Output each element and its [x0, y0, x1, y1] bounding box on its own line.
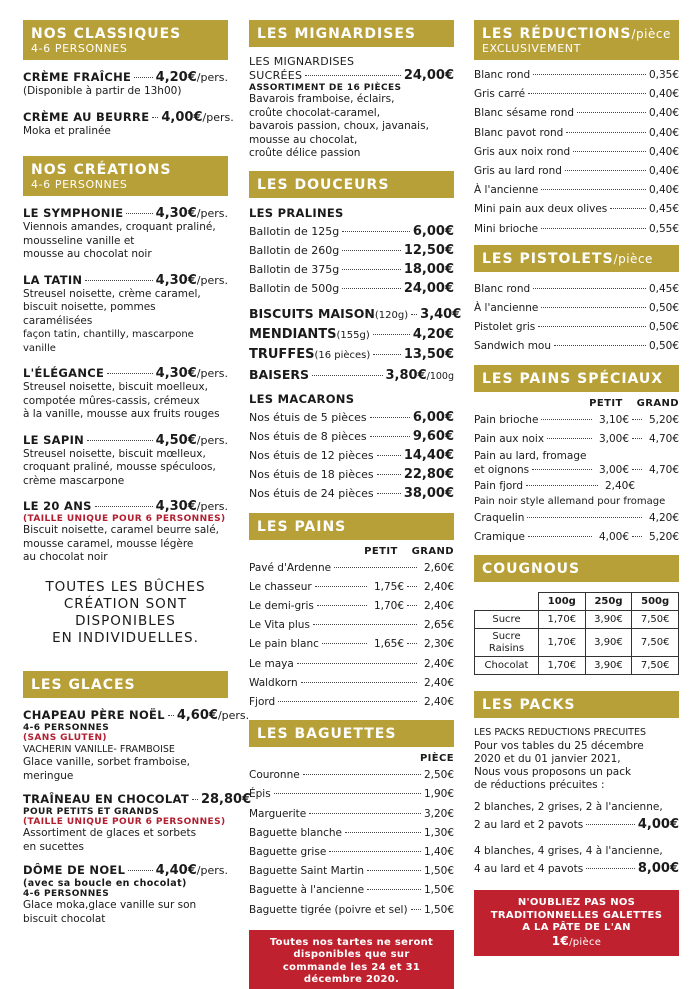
item-price: 2,50€ [423, 769, 454, 782]
list-item: Ballotin de 375g 18,00€ [249, 261, 454, 277]
list-item: Ballotin de 260g 12,50€ [249, 242, 454, 258]
item-desc: Streusel noisette, crème caramel, [23, 287, 201, 300]
item-unit: /pers. [196, 500, 228, 513]
item-price: 1,50€ [423, 865, 454, 878]
item-desc: Streusel noisette, biscuit mœlleux, [23, 447, 206, 460]
item-name: Waldkorn [249, 676, 298, 689]
item-name: TRAÎNEAU EN CHOCOLAT [23, 792, 189, 806]
item-unit: /pers. [196, 273, 228, 287]
packs-title: LES PACKS [482, 697, 576, 714]
item-unit: /pers. [196, 864, 228, 877]
item-name: LE SYMPHONIE [23, 206, 124, 220]
table-row [475, 611, 679, 629]
item-name: Pistolet gris [474, 321, 536, 334]
list-item [249, 597, 454, 616]
table-cell: 3,90€ [585, 611, 632, 629]
item-price-petit: 1,65€ [373, 638, 404, 651]
item-name: LA TATIN [23, 272, 83, 287]
pains-header [249, 513, 454, 540]
item-price: 0,45€ [648, 282, 679, 295]
list-item: TRUFFES (16 pièces) 13,50€ [249, 346, 454, 362]
item-desc: Streusel noisette, biscuit moelleux, [23, 381, 208, 393]
table-cell: Sucre Raisins [475, 629, 539, 657]
speciaux-header [474, 365, 679, 392]
item-name: À l'ancienne [474, 184, 539, 197]
item-price: 4,30€ [155, 366, 197, 381]
list-item: Ballotin de 125g 6,00€ [249, 223, 454, 239]
item-price: 0,40€ [648, 165, 679, 178]
item-price: 0,40€ [648, 184, 679, 197]
list-item: Nos étuis de 12 pièces 14,40€ [249, 447, 454, 463]
table-cell: 7,50€ [632, 657, 679, 675]
item-desc: au chocolat noir [23, 551, 108, 563]
pistolets-title: LES PISTOLETS [482, 250, 614, 267]
item-desc: mousseline vanille et [23, 234, 135, 247]
item-price: 1,40€ [423, 845, 454, 858]
glaces-title: LES GLACES [31, 676, 136, 693]
list-item: Craquelin 4,20€ [474, 512, 679, 525]
item-desc: Assortiment de glaces et sorbets [23, 827, 197, 839]
item-name: Le pain blanc [249, 638, 319, 651]
column-right [474, 20, 679, 956]
list-item: Pain aux noix 3,00€ 4,70€ [474, 432, 679, 445]
cougnous-table [474, 592, 679, 675]
item-desc: meringue [23, 769, 74, 782]
list-item [474, 280, 679, 299]
table-cell: 1,70€ [539, 611, 586, 629]
list-item: et oignons 3,00€ 4,70€ [474, 464, 679, 477]
item-sub: ASSORTIMENT DE 16 PIÈCES [249, 83, 402, 93]
item-desc: biscuit chocolat [23, 912, 106, 925]
packs-header [474, 691, 679, 718]
item-name: Baguette Saint Martin [249, 865, 365, 878]
item-price-grand: 2,40€ [423, 657, 454, 670]
list-item: Nos étuis de 8 pièces 9,60€ [249, 428, 454, 444]
list-item: Pain au lard, fromage [474, 450, 587, 463]
item-desc: mousse au chocolat noir [23, 248, 152, 260]
macarons-title: LES MACARONS [249, 391, 355, 406]
table-row [475, 629, 679, 657]
list-item: Pain noir style allemand pour fromage [474, 496, 666, 508]
item-name: LE 20 ANS [23, 499, 92, 513]
buches-notice: TOUTES LES BÛCHES CRÉATION SONT DISPONIBLES EN INDIVIDUELLES. [45, 578, 206, 646]
menu-item [23, 863, 228, 926]
list-item: Nos étuis de 5 pièces 6,00€ [249, 409, 454, 425]
item-note: (TAILLE UNIQUE POUR 6 PERSONNES) [23, 817, 226, 827]
list-item [249, 766, 454, 785]
item-price: 0,50€ [648, 321, 679, 334]
cougnous-title: COUGNOUS [482, 561, 581, 578]
item-name: Le Vita plus [249, 619, 310, 632]
table-cell: 3,90€ [585, 629, 632, 657]
table-row [475, 657, 679, 675]
item-price: 0,45€ [648, 203, 679, 216]
item-price-grand: 2,40€ [423, 580, 454, 593]
item-name: CRÈME AU BEURRE [23, 109, 150, 124]
list-item [474, 337, 679, 356]
list-item [249, 843, 454, 862]
item-desc: Moka et pralinée [23, 124, 111, 137]
menu-item: LES MIGNARDISES SUCRÉES 24,00€ ASSORTIMENT DE 16 PIÈCES Bavarois framboise, éclairs, croûte chocolat-caramel, bavarois passion, choux, javanais, mousse au chocolat, croûte délice passion [249, 55, 454, 159]
reductions-subtitle: EXCLUSIVEMENT [482, 42, 581, 55]
item-name: Gris au lard rond [474, 165, 562, 178]
pralines-title: LES PRALINES [249, 205, 344, 220]
speciaux-columns: PETIT GRAND [589, 397, 679, 409]
item-price: 4,00€ [161, 109, 203, 125]
table-cell: 1,70€ [539, 629, 586, 657]
list-item [474, 66, 679, 85]
list-item: MENDIANTS (155g) 4,20€ [249, 326, 454, 342]
item-unit: /pers. [196, 367, 228, 380]
pack-1-price: 4,00€ [637, 817, 679, 833]
item-price-grand: 2,60€ [423, 561, 454, 574]
mignardises-header [249, 20, 454, 47]
list-item: Cramique 4,00€ 5,20€ [474, 531, 679, 544]
menu-item [23, 206, 228, 262]
packs-content: LES PACKS REDUCTIONS PRECUITES Pour vos tables du 25 décembre 2020 et du 01 janvier 2021, Nous vous proposons un pack de réductions précuites : 2 blanches, 2 grises, 2 à l'ancienne, 2 au lard et 2 pavots 4,00€ 4 blanches, 4 grises, 4 à l'ancienne, 4 au lard et 4 pavots 8,00€ [474, 727, 679, 877]
item-price: 4,20€ [155, 70, 197, 85]
item-name: Baguette grise [249, 845, 327, 858]
classiques-subtitle: 4-6 PERSONNES [31, 42, 128, 55]
item-price-grand: 2,40€ [423, 695, 454, 708]
menu-item [23, 792, 252, 854]
item-price: 4,40€ [155, 863, 197, 878]
list-item [249, 635, 454, 654]
menu-item [23, 273, 228, 356]
baguettes-list [249, 766, 454, 920]
item-unit: /pers. [217, 708, 250, 722]
list-item: Nos étuis de 18 pièces 22,80€ [249, 466, 454, 482]
item-name: LE SAPIN [23, 432, 85, 447]
item-price: 0,40€ [648, 145, 679, 158]
list-item [249, 693, 454, 712]
table-header-row [475, 593, 679, 611]
list-item [249, 578, 454, 597]
table-cell: Chocolat [475, 657, 539, 675]
item-desc: croquant praliné, mousse spéculoos, [23, 461, 216, 473]
item-price-petit: 1,70€ [373, 599, 404, 612]
item-name: CHAPEAU PÈRE NOËL [23, 707, 165, 722]
reductions-list [474, 66, 679, 239]
item-name: Blanc rond [474, 69, 531, 81]
item-note: (TAILLE UNIQUE POUR 6 PERSONNES) [23, 514, 226, 524]
list-item [474, 299, 679, 318]
item-desc: mousse caramel, mousse légère [23, 537, 194, 550]
item-price: 1,50€ [423, 884, 454, 897]
list-item [249, 824, 454, 843]
list-item [474, 318, 679, 337]
list-item [249, 674, 454, 693]
pack-2-price: 8,00€ [637, 861, 679, 877]
speciaux-title: LES PAINS SPÉCIAUX [482, 370, 664, 387]
item-name: CRÈME FRAÎCHE [23, 70, 132, 84]
item-price-grand: 2,40€ [423, 599, 454, 612]
table-cell: 1,70€ [539, 657, 586, 675]
item-desc: compotée mûres-cassis, crémeux [23, 394, 200, 407]
item-price-grand: 2,65€ [423, 619, 454, 632]
item-unit: /pers. [202, 110, 234, 124]
list-item: Ballotin de 500g 24,00€ [249, 280, 454, 296]
item-price: 0,40€ [648, 126, 679, 139]
item-desc: à la vanille, mousse aux fruits rouges [23, 408, 220, 420]
item-name: Mini pain aux deux olives [474, 203, 608, 216]
baguettes-header [249, 720, 454, 747]
classiques-title: NOS CLASSIQUES [31, 26, 182, 42]
list-item: Pain fjord 2,40€ [474, 480, 635, 493]
item-desc: façon tatin, chantilly, mascarpone vanille [23, 329, 194, 354]
item-name: Pavé d'Ardenne [249, 561, 332, 574]
table-cell: 3,90€ [585, 657, 632, 675]
item-unit: /pers. [196, 207, 228, 220]
item-desc: Glace vanille, sorbet framboise, [23, 756, 190, 768]
list-item [474, 181, 679, 200]
list-item [249, 559, 454, 578]
douceurs-title: LES DOUCEURS [257, 176, 390, 193]
item-desc: en sucettes [23, 840, 84, 853]
item-price: 4,30€ [155, 206, 197, 221]
item-sub: POUR PETITS ET GRANDS [23, 807, 160, 817]
item-price: 24,00€ [403, 68, 454, 83]
list-item [249, 655, 454, 674]
list-item: BAISERS 3,80€ /100g [249, 366, 454, 383]
list-item [474, 220, 679, 239]
list-item [249, 785, 454, 804]
item-name: Baguette à l'ancienne [249, 884, 365, 897]
creations-title: NOS CRÉATIONS [31, 162, 172, 178]
item-unit: /pers. [196, 433, 228, 447]
item-name: Blanc pavot rond [474, 126, 564, 139]
item-price: 1,90€ [423, 788, 454, 801]
item-name: Le maya [249, 657, 294, 670]
item-name: Le demi-gris [249, 599, 314, 612]
list-item [249, 616, 454, 635]
list-item: Nos étuis de 24 pièces 38,00€ [249, 485, 454, 501]
pains-columns: PETIT GRAND [364, 545, 454, 557]
item-name: LES MIGNARDISES [249, 55, 355, 68]
list-item [474, 124, 679, 143]
classiques-header [23, 20, 228, 60]
item-name: Couronne [249, 769, 300, 782]
baguettes-columns: PIÈCE [419, 753, 454, 765]
reductions-title: LES RÉDUCTIONS [482, 26, 632, 42]
column-left [23, 20, 252, 937]
pistolets-list [474, 280, 679, 357]
list-item [249, 901, 454, 920]
item-unit: /pers. [196, 71, 228, 84]
menu-item [23, 366, 228, 422]
pains-title: LES PAINS [257, 518, 347, 535]
pains-list [249, 559, 454, 713]
item-name: SUCRÉES [249, 69, 303, 82]
tartes-notice: Toutes nos tartes ne seront disponibles que sur commande les 24 et 31 décembre 2020. [249, 930, 454, 989]
list-item [249, 805, 454, 824]
table-cell: Sucre [475, 611, 539, 629]
item-desc: Biscuit noisette, caramel beurre salé, [23, 524, 220, 536]
item-desc: VACHERIN VANILLE- FRAMBOISE [23, 743, 175, 755]
item-name: Gris aux noix rond [474, 145, 571, 158]
table-header: 250g [585, 593, 632, 611]
item-price: 4,60€ [176, 707, 218, 723]
column-middle [249, 20, 462, 989]
item-name: Sandwich mou [474, 340, 551, 353]
item-name: Fjord [249, 695, 276, 708]
item-sub: (avec sa boucle en chocolat) [23, 878, 187, 889]
list-item [474, 200, 679, 219]
item-name: Le chasseur [249, 580, 312, 593]
menu-item [23, 70, 228, 99]
douceurs-header [249, 171, 454, 198]
item-name: L'ÉLÉGANCE [23, 366, 105, 380]
creations-subtitle: 4-6 PERSONNES [31, 178, 128, 191]
list-item: BISCUITS MAISON (120g) 3,40€ [249, 305, 462, 322]
list-item [249, 862, 454, 881]
item-name: Marguerite [249, 807, 307, 820]
item-price: 4,30€ [155, 499, 197, 514]
item-price: 4,30€ [155, 272, 197, 288]
item-price: 0,50€ [648, 340, 679, 353]
item-price-grand: 2,40€ [423, 676, 454, 689]
item-price: 0,50€ [648, 302, 679, 315]
item-name: Blanc sésame rond [474, 107, 575, 120]
table-cell: 7,50€ [632, 629, 679, 657]
item-price: 0,40€ [648, 88, 679, 101]
cougnous-header [474, 555, 679, 582]
glaces-header [23, 671, 228, 698]
list-item [474, 85, 679, 104]
item-desc: (Disponible à partir de 13h00) [23, 85, 182, 97]
item-name: Gris carré [474, 88, 526, 101]
pack-1: 2 au lard et 2 pavots 4,00€ [474, 817, 679, 833]
item-name: Épis [249, 788, 271, 801]
list-item [474, 143, 679, 162]
item-price: 0,35€ [648, 69, 679, 81]
table-header: 500g [632, 593, 679, 611]
item-price: 3,20€ [423, 807, 454, 820]
item-price: 4,50€ [155, 432, 197, 448]
baguettes-title: LES BAGUETTES [257, 726, 397, 743]
reductions-header: LES RÉDUCTIONS/pièce EXCLUSIVEMENT [474, 20, 679, 60]
item-sub: 4-6 PERSONNES [23, 722, 110, 733]
menu-item [23, 707, 250, 784]
item-name: Baguette blanche [249, 826, 343, 839]
menu-item [23, 433, 228, 489]
list-item: Pain brioche 3,10€ 5,20€ [474, 413, 679, 426]
item-desc: crème mascarpone [23, 474, 125, 487]
item-price: 0,55€ [648, 222, 679, 235]
item-price: 28,80€ [200, 792, 252, 807]
list-item [474, 104, 679, 123]
pack-2: 4 au lard et 4 pavots 8,00€ [474, 861, 679, 877]
item-name: DÔME DE NOEL [23, 863, 126, 877]
item-price: 1,30€ [423, 826, 454, 839]
item-desc: biscuit noisette, pommes caramélisées [23, 301, 156, 327]
table-cell: 7,50€ [632, 611, 679, 629]
menu-item [23, 109, 234, 139]
menu-item [23, 499, 228, 565]
item-name: Mini brioche [474, 222, 539, 235]
item-name: À l'ancienne [474, 302, 539, 315]
galettes-notice: N'OUBLIEZ PAS NOS TRADITIONNELLES GALETTES A LA PÂTE DE L'AN 1€/pièce [474, 890, 679, 956]
item-desc: Glace moka,glace vanille sur son [23, 899, 197, 911]
item-desc: Viennois amandes, croquant praliné, [23, 221, 216, 233]
item-note: (SANS GLUTEN) [23, 732, 107, 743]
item-price-petit: 1,75€ [373, 580, 404, 593]
item-sub: 4-6 PERSONNES [23, 889, 110, 899]
mignardises-title: LES MIGNARDISES [257, 26, 416, 42]
item-price: 0,40€ [648, 107, 679, 120]
list-item [474, 162, 679, 181]
pistolets-header: LES PISTOLETS/pièce [474, 245, 679, 272]
item-price-grand: 2,30€ [423, 638, 454, 651]
list-item [249, 881, 454, 900]
item-price: 1,50€ [423, 903, 454, 916]
item-name: Baguette tigrée (poivre et sel) [249, 903, 408, 916]
creations-header [23, 156, 228, 196]
item-name: Blanc rond [474, 282, 531, 295]
table-header: 100g [539, 593, 586, 611]
